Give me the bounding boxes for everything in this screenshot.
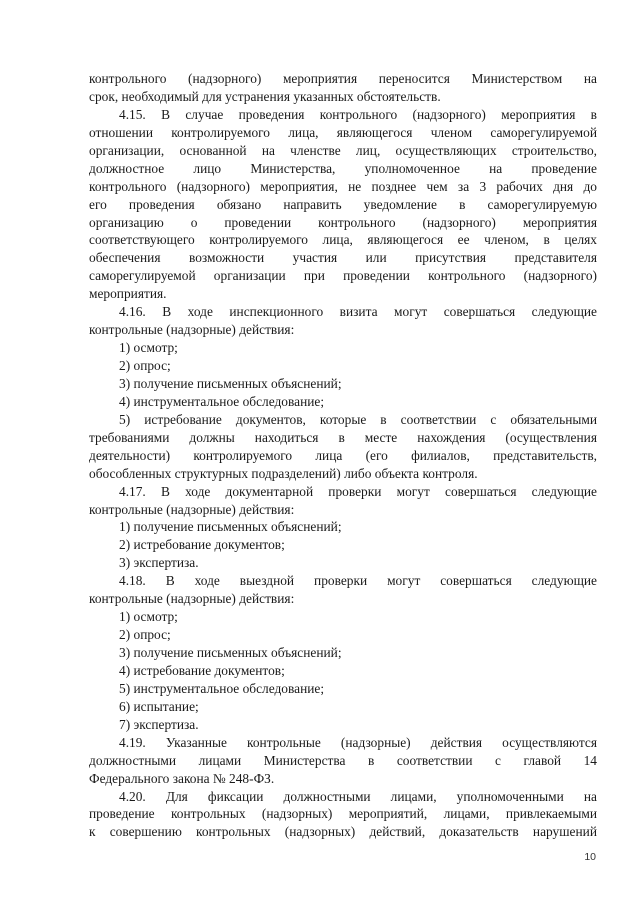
text-line: 3) экспертиза. bbox=[119, 555, 199, 571]
text-line: обособленных структурных подразделений) либо объекта контроля. bbox=[89, 465, 478, 481]
text-line: контрольные (надзорные) действия: bbox=[89, 322, 295, 338]
text-line: Федерального закона № 248-ФЗ. bbox=[89, 770, 275, 786]
text-line: 3) получение письменных объяснений; bbox=[119, 645, 342, 660]
text-line: организацию о проведении контрольного (надзорного) мероприятия bbox=[89, 214, 597, 230]
text-line: 4.15. В случае проведения контрольного (надзорного) мероприятия в bbox=[119, 106, 597, 122]
text-line: срок, необходимый для устранения указанных обстоятельств. bbox=[89, 88, 441, 104]
text-line: 6) испытание; bbox=[119, 698, 199, 714]
text-line: 2) опрос; bbox=[119, 358, 171, 373]
text-line: саморегулируемой организации при проведении контрольного (надзорного) bbox=[89, 268, 597, 284]
text-line: мероприятия. bbox=[89, 286, 167, 302]
text-line: 4.19. Указанные контрольные (надзорные) действия осуществляются bbox=[119, 734, 597, 750]
text-line: организации, основанной на членстве лиц, осуществляющих строительство, bbox=[89, 142, 597, 158]
text-line: 4.18. В ходе выездной проверки могут совершаться следующие bbox=[119, 573, 597, 589]
text-line: проведение контрольных (надзорных) мероприятий, лицами, привлекаемыми bbox=[89, 806, 597, 822]
text-line: контрольные (надзорные) действия: bbox=[89, 501, 295, 517]
text-line: 5) истребование документов, которые в соответствии с обязательными bbox=[119, 411, 597, 427]
text-line: обеспечения возможности участия или присутствия представителя bbox=[89, 250, 597, 266]
text-line: 4) истребование документов; bbox=[119, 662, 285, 678]
text-line: отношении контролируемого лица, являющегося членом саморегулируемой bbox=[89, 124, 597, 140]
text-line: деятельности) контролируемого лица (его филиалов, представительств, bbox=[89, 447, 597, 463]
text-line: требованиями должны находиться в месте нахождения (осуществления bbox=[89, 429, 597, 445]
text-line: контрольные (надзорные) действия: bbox=[89, 591, 295, 607]
text-line: 4.17. В ходе документарной проверки могут совершаться следующие bbox=[119, 483, 597, 499]
text-line: 1) осмотр; bbox=[119, 609, 178, 625]
text-line: 4.20. Для фиксации должностными лицами, уполномоченными на bbox=[119, 788, 597, 804]
text-line: контрольного (надзорного) мероприятия, не позднее чем за 3 рабочих дня до bbox=[89, 178, 597, 194]
text-line: 7) экспертиза. bbox=[119, 716, 199, 732]
text-line: его проведения обязано направить уведомление в саморегулируемую bbox=[89, 196, 597, 212]
text-line: 4.16. В ходе инспекционного визита могут совершаться следующие bbox=[119, 304, 597, 320]
page-number: 10 bbox=[584, 851, 596, 863]
text-line: 5) инструментальное обследование; bbox=[119, 680, 325, 696]
text-line: 1) получение письменных объяснений; bbox=[119, 519, 342, 535]
text-line: 4) инструментальное обследование; bbox=[119, 393, 325, 409]
text-line: 2) истребование документов; bbox=[119, 537, 285, 553]
text-line: 1) осмотр; bbox=[119, 340, 178, 356]
text-line: должностными лицами Министерства в соответствии с главой 14 bbox=[89, 752, 597, 768]
text-line: контрольного (надзорного) мероприятия переносится Министерством на bbox=[89, 71, 597, 86]
text-line: должностное лицо Министерства, уполномоченное на проведение bbox=[89, 160, 597, 176]
text-line: к совершению контрольных (надзорных) действий, доказательств нарушений bbox=[89, 824, 597, 840]
text-line: 3) получение письменных объяснений; bbox=[119, 375, 342, 391]
text-line: соответствующего контролируемого лица, являющегося ее членом, в целях bbox=[89, 232, 597, 248]
body-text bbox=[89, 70, 597, 841]
text-line: 2) опрос; bbox=[119, 627, 171, 643]
